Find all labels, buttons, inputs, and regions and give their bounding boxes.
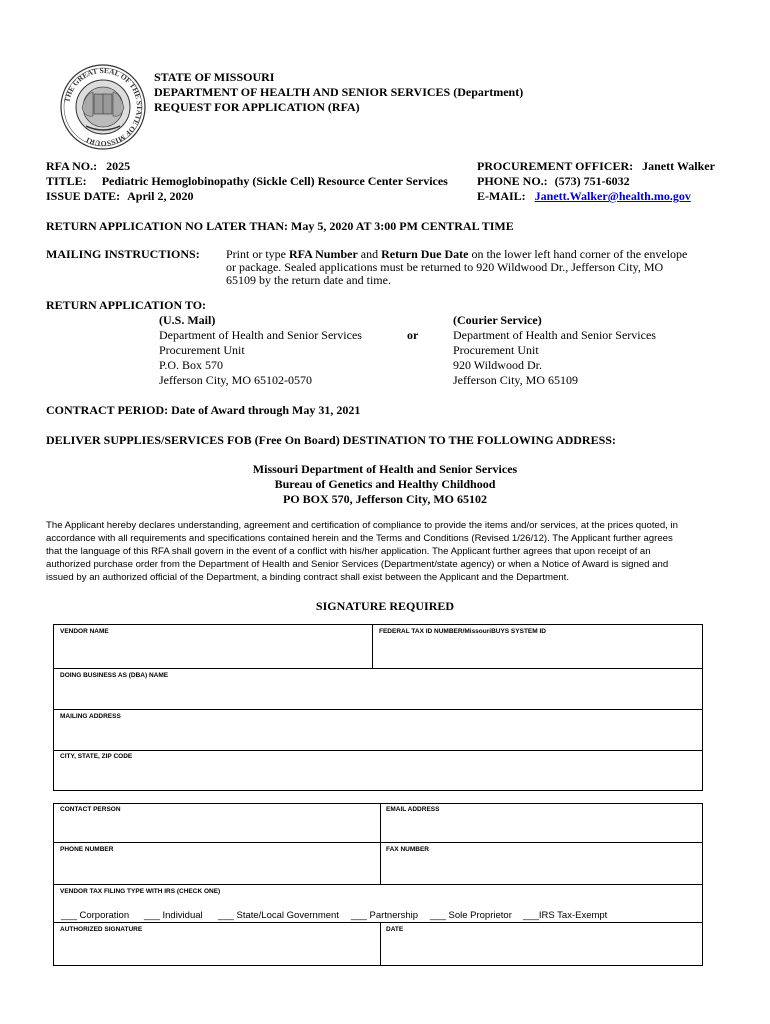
rfa-number-label: RFA NO.:	[46, 159, 98, 173]
us-mail-line: Procurement Unit	[159, 343, 245, 357]
mailing-instructions-label: MAILING INSTRUCTIONS:	[46, 247, 200, 261]
courier-heading: (Courier Service)	[453, 313, 542, 327]
city-state-zip-label: CITY, STATE, ZIP CODE	[60, 753, 133, 760]
officer-email-row	[477, 189, 691, 204]
rfa-title-row	[46, 174, 448, 189]
signature-required-heading: SIGNATURE REQUIRED	[315, 599, 455, 613]
issue-date-label: ISSUE DATE:	[46, 189, 121, 203]
officer-email-link[interactable]: Janett.Walker@health.mo.gov	[534, 189, 691, 203]
mailing-text-e: on the lower left hand corner of the envelope	[468, 247, 688, 261]
tax-option-individual[interactable]: ___ Individual	[144, 910, 203, 921]
contract-period: CONTRACT PERIOD: Date of Award through May 31, 2021	[46, 403, 361, 417]
tax-option-partnership[interactable]: ___ Partnership	[351, 910, 419, 921]
table-divider	[380, 922, 381, 966]
rfa-title: Pediatric Hemoglobinopathy (Sickle Cell) Resource Center Services	[101, 174, 448, 188]
courier-line: Jefferson City, MO 65109	[453, 373, 578, 387]
destination-line3: PO BOX 570, Jefferson City, MO 65102	[283, 492, 487, 506]
table-divider	[53, 750, 703, 751]
us-mail-line: P.O. Box 570	[159, 358, 224, 372]
destination-line2: Bureau of Genetics and Healthy Childhood	[274, 477, 496, 491]
mailing-instructions-line3: 65109 by the return date and time.	[226, 273, 391, 287]
declaration-line: authorized purchase order from the Department of Health and Senior Services (Department/state agency) or when a Notice of Award is signed and	[46, 559, 669, 570]
table-divider	[372, 624, 373, 668]
officer-label: PROCUREMENT OFFICER:	[477, 159, 634, 173]
table-divider	[380, 803, 381, 884]
mailing-instructions-line2: or package. Sealed applications must be returned to 920 Wildwood Dr., Jefferson City, MO	[226, 260, 664, 274]
date-label: DATE	[386, 926, 404, 933]
rfa-title-label: TITLE:	[46, 174, 87, 188]
missouri-state-seal	[60, 64, 146, 150]
fax-number-label: FAX NUMBER	[386, 846, 429, 853]
table-divider	[53, 668, 703, 669]
declaration-line: that the language of this RFA shall govern in the event of a conflict with his/her application. The Applicant further agrees that upon receipt of an	[46, 546, 651, 557]
or-separator: or	[407, 328, 419, 342]
federal-tax-id-label: FEDERAL TAX ID NUMBER/MissouriBUYS SYSTEM ID	[379, 628, 546, 635]
return-deadline: RETURN APPLICATION NO LATER THAN: May 5, 2020 AT 3:00 PM CENTRAL TIME	[46, 219, 514, 233]
us-mail-line: Jefferson City, MO 65102-0570	[159, 373, 312, 387]
courier-line: Department of Health and Senior Services	[453, 328, 656, 342]
mailing-rfa-number: RFA Number	[289, 247, 358, 261]
department-title: DEPARTMENT OF HEALTH AND SENIOR SERVICES (Department)	[154, 85, 524, 99]
table-divider	[53, 922, 703, 923]
dba-name-label: DOING BUSINESS AS (DBA) NAME	[60, 672, 169, 679]
us-mail-line: Department of Health and Senior Services	[159, 328, 362, 342]
officer-phone-label: PHONE NO.:	[477, 174, 548, 188]
mailing-address-label: MAILING ADDRESS	[60, 713, 121, 720]
tax-option-state-local-government[interactable]: ___ State/Local Government	[218, 910, 339, 921]
table-divider	[53, 884, 703, 885]
request-title: REQUEST FOR APPLICATION (RFA)	[154, 100, 360, 114]
declaration-line: The Applicant hereby declares understanding, agreement and certification of compliance to provide the items and/or services, at the prices quoted, in	[46, 520, 678, 531]
officer-phone-row	[477, 174, 630, 189]
mailing-text-a: Print or type	[226, 247, 289, 261]
mailing-return-due-date: Return Due Date	[381, 247, 469, 261]
mailing-text-c: and	[357, 247, 382, 261]
issue-date-row	[46, 189, 193, 204]
state-title: STATE OF MISSOURI	[154, 70, 275, 84]
courier-line: 920 Wildwood Dr.	[453, 358, 542, 372]
officer-email-label: E-MAIL:	[477, 189, 526, 203]
return-to-label: RETURN APPLICATION TO:	[46, 298, 207, 312]
officer-name: Janett Walker	[642, 159, 715, 173]
courier-line: Procurement Unit	[453, 343, 539, 357]
phone-number-label: PHONE NUMBER	[60, 846, 114, 853]
declaration-line: accordance with all requirements and specifications contained herein and the Terms and Conditions (Revised 1/26/12). The Applicant further agrees	[46, 533, 673, 544]
table-divider	[53, 842, 703, 843]
us-mail-heading: (U.S. Mail)	[159, 313, 216, 327]
tax-option-irs-tax-exempt[interactable]: ___IRS Tax-Exempt	[523, 910, 608, 921]
officer-row	[477, 159, 715, 174]
officer-phone: (573) 751-6032	[554, 174, 630, 188]
issue-date: April 2, 2020	[127, 189, 194, 203]
table-divider	[53, 709, 703, 710]
tax-option-corporation[interactable]: ___ Corporation	[61, 910, 130, 921]
vendor-info-table	[53, 624, 703, 791]
tax-option-sole-proprietor[interactable]: ___ Sole Proprietor	[430, 910, 512, 921]
svg-text:THE GREAT SEAL OF THE STATE OF: THE GREAT SEAL OF THE STATE OF MISSOURI	[62, 65, 145, 149]
tax-filing-type-label: VENDOR TAX FILING TYPE WITH IRS (CHECK ONE)	[60, 888, 221, 895]
rfa-number: 2025	[106, 159, 131, 173]
declaration-line: issued by an authorized official of the Department, a binding contract shall exist between the Applicant and the Department.	[46, 572, 569, 583]
deliver-instructions: DELIVER SUPPLIES/SERVICES FOB (Free On Board) DESTINATION TO THE FOLLOWING ADDRESS:	[46, 433, 616, 447]
destination-line1: Missouri Department of Health and Senior Services	[252, 462, 518, 476]
rfa-number-row	[46, 159, 130, 174]
authorized-signature-label: AUTHORIZED SIGNATURE	[60, 926, 143, 933]
contact-person-label: CONTACT PERSON	[60, 806, 121, 813]
email-address-label: EMAIL ADDRESS	[386, 806, 440, 813]
vendor-name-label: VENDOR NAME	[60, 628, 109, 635]
